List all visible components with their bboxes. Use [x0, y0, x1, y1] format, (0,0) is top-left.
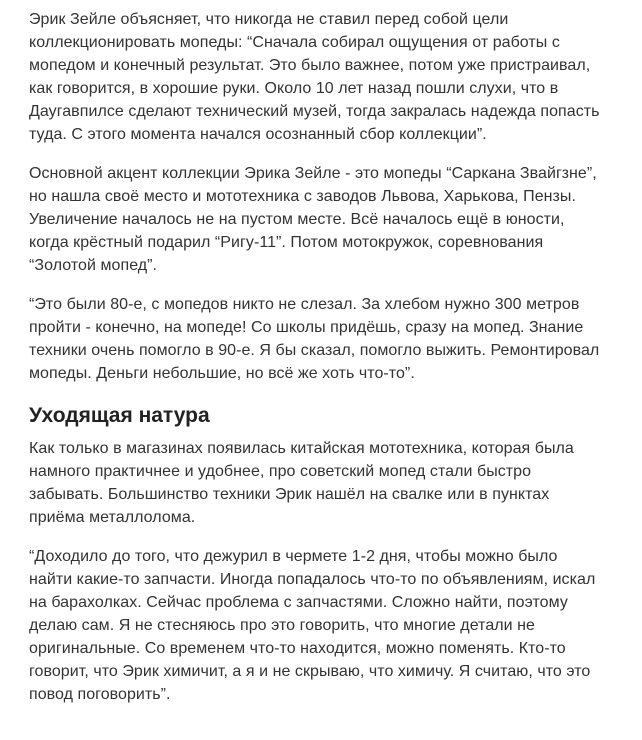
paragraph-quote-parts: [29, 545, 632, 706]
text-line: найти какие-то запчасти. Иногда попадалось что-то по объявлениям, искал: [29, 571, 596, 588]
text-line: когда крёстный подарил “Ригу-11”. Потом мотокружок, соревнования: [29, 234, 544, 251]
text-line: Основной акцент коллекции Эрика Зейле - это мопеды “Саркана Звайгзне”,: [29, 165, 597, 182]
text-line: туда. С этого момента начался осознанный сбор коллекции”.: [29, 126, 487, 143]
text-line: как говорится, в хорошие руки. Около 10 лет назад пошли слухи, что в: [29, 80, 559, 97]
text-line: Даугавпилсе сделают технический музей, тогда закралась надежда попасть: [29, 103, 600, 120]
text-line: намного практичнее и удобнее, про советский мопед стали быстро: [29, 463, 532, 480]
paragraph-quote-80s: [29, 293, 632, 385]
text-line: оригинальные. Со временем что-то находится, можно поменять. Кто-то: [29, 640, 566, 657]
text-line: техники очень помогло в 90-е. Я бы сказал, помогло выжить. Ремонтировал: [29, 342, 600, 359]
paragraph-collection-focus: [29, 162, 632, 277]
text-line: Увеличение началось не на пустом месте. Всё началось ещё в юности,: [29, 211, 565, 228]
paragraph-chinese-moto: [29, 437, 632, 529]
text-line: мопеды. Деньги небольшие, но всё же хоть что-то”.: [29, 365, 415, 382]
text-line: “Золотой мопед”.: [29, 257, 158, 274]
text-line: но нашла своё место и мототехника с заводов Львова, Харькова, Пензы.: [29, 188, 576, 205]
text-line: Эрик Зейле объясняет, что никогда не ставил перед собой цели: [29, 11, 509, 28]
text-line: говорит, что Эрик химичит, а я и не скрываю, что химичу. Я считаю, что это: [29, 663, 591, 680]
section-heading: Уходящая натура: [29, 404, 210, 427]
text-line: на барахолках. Сейчас проблема с запчастями. Сложно найти, поэтому: [29, 594, 568, 611]
text-line: коллекционировать мопеды: “Сначала собирал ощущения от работы с: [29, 34, 560, 51]
text-line: “Это были 80-е, с мопедов никто не слезал. За хлебом нужно 300 метров: [29, 296, 580, 313]
text-line: повод поговорить”.: [29, 686, 171, 703]
text-line: “Доходило до того, что дежурил в чермете 1-2 дня, чтобы можно было: [29, 548, 558, 565]
text-line: Как только в магазинах появилась китайская мототехника, которая была: [29, 440, 574, 457]
text-line: пройти - конечно, на мопеде! Со школы придёшь, сразу на мопед. Знание: [29, 319, 584, 336]
text-line: приёма металлолома.: [29, 509, 196, 526]
paragraph-intro: [29, 8, 632, 146]
text-line: мопедом и конечный результат. Это было важнее, потом уже пристраивал,: [29, 57, 591, 74]
text-line: забывать. Большинство техники Эрик нашёл на свалке или в пунктах: [29, 486, 550, 503]
text-line: делаю сам. Я не стесняюсь про это говорить, что многие детали не: [29, 617, 535, 634]
